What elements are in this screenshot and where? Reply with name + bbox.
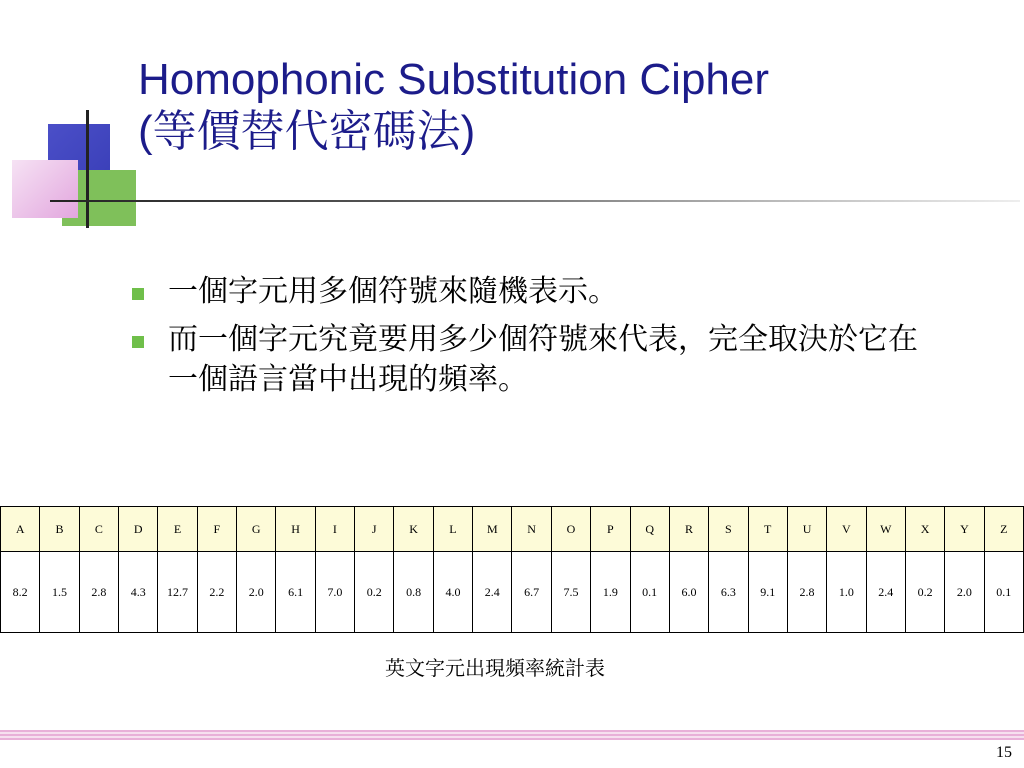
square-bullet-icon bbox=[132, 288, 144, 300]
frequency-cell: 0.2 bbox=[905, 552, 944, 633]
frequency-cell: 2.4 bbox=[473, 552, 512, 633]
letter-cell: T bbox=[748, 507, 787, 552]
letter-cell: P bbox=[591, 507, 630, 552]
letter-cell: K bbox=[394, 507, 433, 552]
footer-area bbox=[0, 740, 1024, 768]
letters-row bbox=[1, 507, 1024, 552]
bullet-item bbox=[130, 272, 930, 312]
letter-cell: R bbox=[669, 507, 708, 552]
frequency-cell: 8.2 bbox=[1, 552, 40, 633]
letter-cell: J bbox=[355, 507, 394, 552]
frequency-cell: 2.8 bbox=[79, 552, 118, 633]
decor-vertical-line bbox=[86, 110, 89, 228]
bullet-text: 一個字元用多個符號來隨機表示。 bbox=[168, 274, 618, 309]
frequency-cell: 6.1 bbox=[276, 552, 315, 633]
frequency-cell: 0.1 bbox=[984, 552, 1023, 633]
letter-cell: W bbox=[866, 507, 905, 552]
letter-frequency-table bbox=[0, 506, 1024, 633]
letter-cell: Q bbox=[630, 507, 669, 552]
letter-cell: I bbox=[315, 507, 354, 552]
bullet-item bbox=[130, 320, 930, 400]
letter-cell: Y bbox=[945, 507, 984, 552]
square-bullet-icon bbox=[132, 336, 144, 348]
frequency-cell: 6.7 bbox=[512, 552, 551, 633]
letter-cell: H bbox=[276, 507, 315, 552]
frequency-cell: 0.2 bbox=[355, 552, 394, 633]
letter-cell: X bbox=[905, 507, 944, 552]
frequency-cell: 1.5 bbox=[40, 552, 79, 633]
slide-title-line2: (等價替代密碼法) bbox=[138, 107, 476, 156]
frequency-cell: 0.1 bbox=[630, 552, 669, 633]
frequency-cell: 12.7 bbox=[158, 552, 197, 633]
frequency-cell: 2.0 bbox=[237, 552, 276, 633]
letter-cell: M bbox=[473, 507, 512, 552]
frequency-cell: 6.3 bbox=[709, 552, 748, 633]
letter-cell: E bbox=[158, 507, 197, 552]
frequency-cell: 4.0 bbox=[433, 552, 472, 633]
values-row bbox=[1, 552, 1024, 633]
letter-cell: Z bbox=[984, 507, 1023, 552]
frequency-cell: 6.0 bbox=[669, 552, 708, 633]
page-number: 15 bbox=[996, 744, 1012, 761]
frequency-cell: 7.5 bbox=[551, 552, 590, 633]
letter-cell: U bbox=[787, 507, 826, 552]
letter-cell: S bbox=[709, 507, 748, 552]
letter-cell: L bbox=[433, 507, 472, 552]
frequency-cell: 9.1 bbox=[748, 552, 787, 633]
letter-cell: A bbox=[1, 507, 40, 552]
letter-cell: F bbox=[197, 507, 236, 552]
frequency-cell: 2.4 bbox=[866, 552, 905, 633]
letter-cell: N bbox=[512, 507, 551, 552]
frequency-cell: 1.9 bbox=[591, 552, 630, 633]
letter-cell: V bbox=[827, 507, 866, 552]
frequency-cell: 2.2 bbox=[197, 552, 236, 633]
letter-cell: D bbox=[119, 507, 158, 552]
bullet-text: 而一個字元究竟要用多少個符號來代表，完全取決於它在一個語言當中出現的頻率。 bbox=[168, 322, 918, 397]
frequency-cell: 0.8 bbox=[394, 552, 433, 633]
frequency-cell: 2.8 bbox=[787, 552, 826, 633]
letter-cell: O bbox=[551, 507, 590, 552]
slide-title bbox=[138, 54, 998, 158]
title-divider-line bbox=[50, 200, 1020, 202]
frequency-cell: 7.0 bbox=[315, 552, 354, 633]
frequency-cell: 2.0 bbox=[945, 552, 984, 633]
slide-title-line1: Homophonic Substitution Cipher bbox=[138, 55, 770, 104]
frequency-cell: 1.0 bbox=[827, 552, 866, 633]
bullet-list bbox=[130, 272, 930, 408]
decor-pink-square bbox=[12, 160, 78, 218]
letter-cell: C bbox=[79, 507, 118, 552]
letter-cell: G bbox=[237, 507, 276, 552]
letter-cell: B bbox=[40, 507, 79, 552]
frequency-cell: 4.3 bbox=[119, 552, 158, 633]
table-caption: 英文字元出現頻率統計表 bbox=[385, 656, 605, 680]
